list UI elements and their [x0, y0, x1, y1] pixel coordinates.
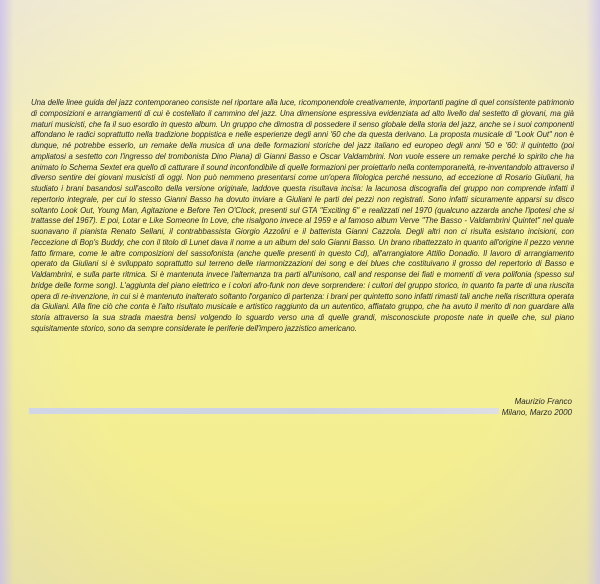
signature-block	[502, 396, 572, 418]
right-edge-shading	[586, 0, 600, 584]
liner-notes-body: Una delle linee guida del jazz contemporaneo consiste nel riportare alla luce, ricomponendole creativamente, importanti pagine di quel consistente patrimonio di composizioni e arrangiamenti di cui è costellato il cammino del jazz. Una dimensione espressiva evidenziata ad alto livello dal sestetto di giovani, ma già maturi musicisti, che fa il suo esordio in questo album. Un gruppo che dimostra di possedere il senso globale della storia del jazz, anche se i suoi componenti affondano le radici soprattutto nella tradizione boppistica e nelle esperienze degli anni '60 che da questa derivano. La proposta musicale di "Look Out" non è dunque, né potrebbe esserlo, un remake della musica di una delle formazioni storiche del jazz italiano ed europeo degli anni '50 e '60: il quintetto (poi ampliatosi a sestetto con l'ingresso del trombonista Dino Piana) di Gianni Basso e Oscar Valdambrini. Non vuole essere un remake perché lo spirito che ha animato lo Schema Sextet era quello di catturare il sound inconfondibile di quelle formazioni per proiettarlo nella contemporaneità, re-inventandolo attraverso il diverso sentire dei giovani musicisti di oggi. Non può nemmeno presentarsi come un'opera filologica perché nessuno, ad eccezione di Rosario Giuliani, ha studiato i brani basandosi sull'ascolto della versione originale, laddove questa risultava incisa: la lacunosa discografia del gruppo non comprende infatti il repertorio integrale, per cui lo stesso Gianni Basso ha dovuto inviare a Giuliani le parti dei pezzi non registrati. Sono infatti sicuramente apparsi su disco soltanto Look Out, Young Man, Agitazione e Before Ten O'Clock, presenti sul GTA "Exciting 6" e realizzati nel 1970 (qualcuno azzarda anche l'ipotesi che si trattasse del 1967). E poi, Lotar e Like Someone In Love, che risalgono invece al 1959 e al famoso album Verve "The Basso - Valdambrini Quintet" nel quale suonavano il pianista Renato Sellani, il contrabbassista Giorgio Azzolini e il batterista Gianni Cazzola. Degli altri non ci risulta esistano incisioni, con l'eccezione di Bop's Buddy, che con il titolo di Lunet dava il nome a un album del solo Gianni Basso. Un brano ribattezzato in quanto all'origine il pezzo venne fatto firmare, come le altre composizioni del sassofonista (anche quelle presenti in questo Cd), all'arrangiatore Attilio Donadio. Il lavoro di arrangiamento operato da Giuliani si è sviluppato soprattutto sul terreno delle riarmonizzazioni dei song e dei blues che costituivano il grosso del repertorio di Basso e Valdambrini, e sulla parte ritmica. Si è mantenuta invece l'alternanza tra parti all'unisono, call and response dei fiati e momenti di vera polifonia (spesso sul bridge delle forme song). L'aggiunta del piano elettrico e i colori afro-funk non deve sorprendere: i cultori del gruppo storico, in quanto fa parte di una riuscita opera di re-invenzione, in cui si è mantenuto inalterato soltanto l'organico di partenza: i brani per quintetto sono infatti rimasti tali anche nella riscrittura operata da Giuliani. Alla fine ciò che conta è l'alto risultato musicale e artistico raggiunto da un autentico, affiatato gruppo, che ha avuto il merito di non guardare alla storia attraverso la sua strada maestra bensì volgendo lo sguardo verso una di quelle grandi, misconosciute proposte nate in quelle che, sul piano squisitamente storico, sono da sempre considerate le periferie dell'impero jazzistico americano.	[31, 98, 574, 333]
left-edge-shading	[0, 0, 14, 584]
place-date: Milano, Marzo 2000	[501, 408, 572, 417]
decorative-rule	[29, 408, 499, 414]
author-name: Maurizio Franco	[514, 397, 572, 406]
